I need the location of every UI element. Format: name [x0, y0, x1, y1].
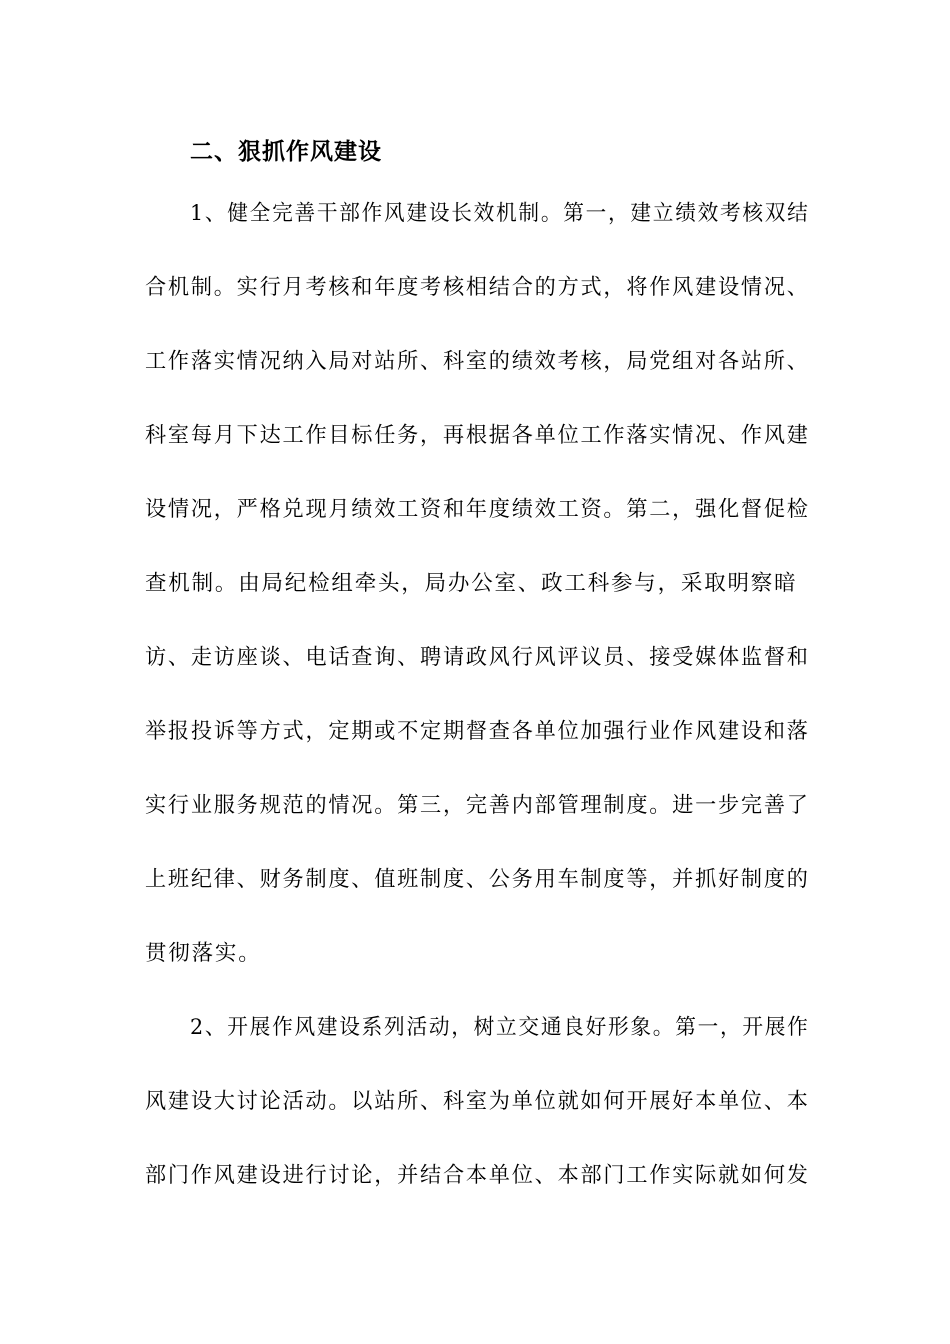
paragraph-2-line-1: 2、开展作风建设系列活动，树立交通良好形象。第一，开展作: [190, 1015, 810, 1040]
paragraph-2-line-3: 部门作风建设进行讨论，并结合本单位、本部门工作实际就如何发: [145, 1163, 810, 1188]
paragraph-1-line-5: 设情况，严格兑现月绩效工资和年度绩效工资。第二，强化督促检: [145, 497, 810, 522]
paragraph-2-line-2: 风建设大讨论活动。以站所、科室为单位就如何开展好本单位、本: [145, 1089, 810, 1114]
paragraph-1-line-8: 举报投诉等方式，定期或不定期督查各单位加强行业作风建设和落: [145, 719, 810, 744]
paragraph-1-line-10: 上班纪律、财务制度、值班制度、公务用车制度等，并抓好制度的: [145, 867, 810, 892]
paragraph-1-line-6: 查机制。由局纪检组牵头，局办公室、政工科参与，采取明察暗: [145, 571, 798, 596]
paragraph-1-line-3: 工作落实情况纳入局对站所、科室的绩效考核，局党组对各站所、: [145, 349, 810, 374]
paragraph-1-line-4: 科室每月下达工作目标任务，再根据各单位工作落实情况、作风建: [145, 423, 810, 448]
paragraph-1-line-2: 合机制。实行月考核和年度考核相结合的方式，将作风建设情况、: [145, 275, 810, 300]
paragraph-1-line-11: 贯彻落实。: [145, 941, 262, 966]
paragraph-1-line-1: 1、健全完善干部作风建设长效机制。第一，建立绩效考核双结: [190, 201, 810, 226]
paragraph-1-line-7: 访、走访座谈、电话查询、聘请政风行风评议员、接受媒体监督和: [145, 645, 810, 670]
section-heading: 二、狠抓作风建设: [190, 138, 382, 165]
paragraph-1-line-9: 实行业服务规范的情况。第三，完善内部管理制度。进一步完善了: [145, 793, 810, 818]
